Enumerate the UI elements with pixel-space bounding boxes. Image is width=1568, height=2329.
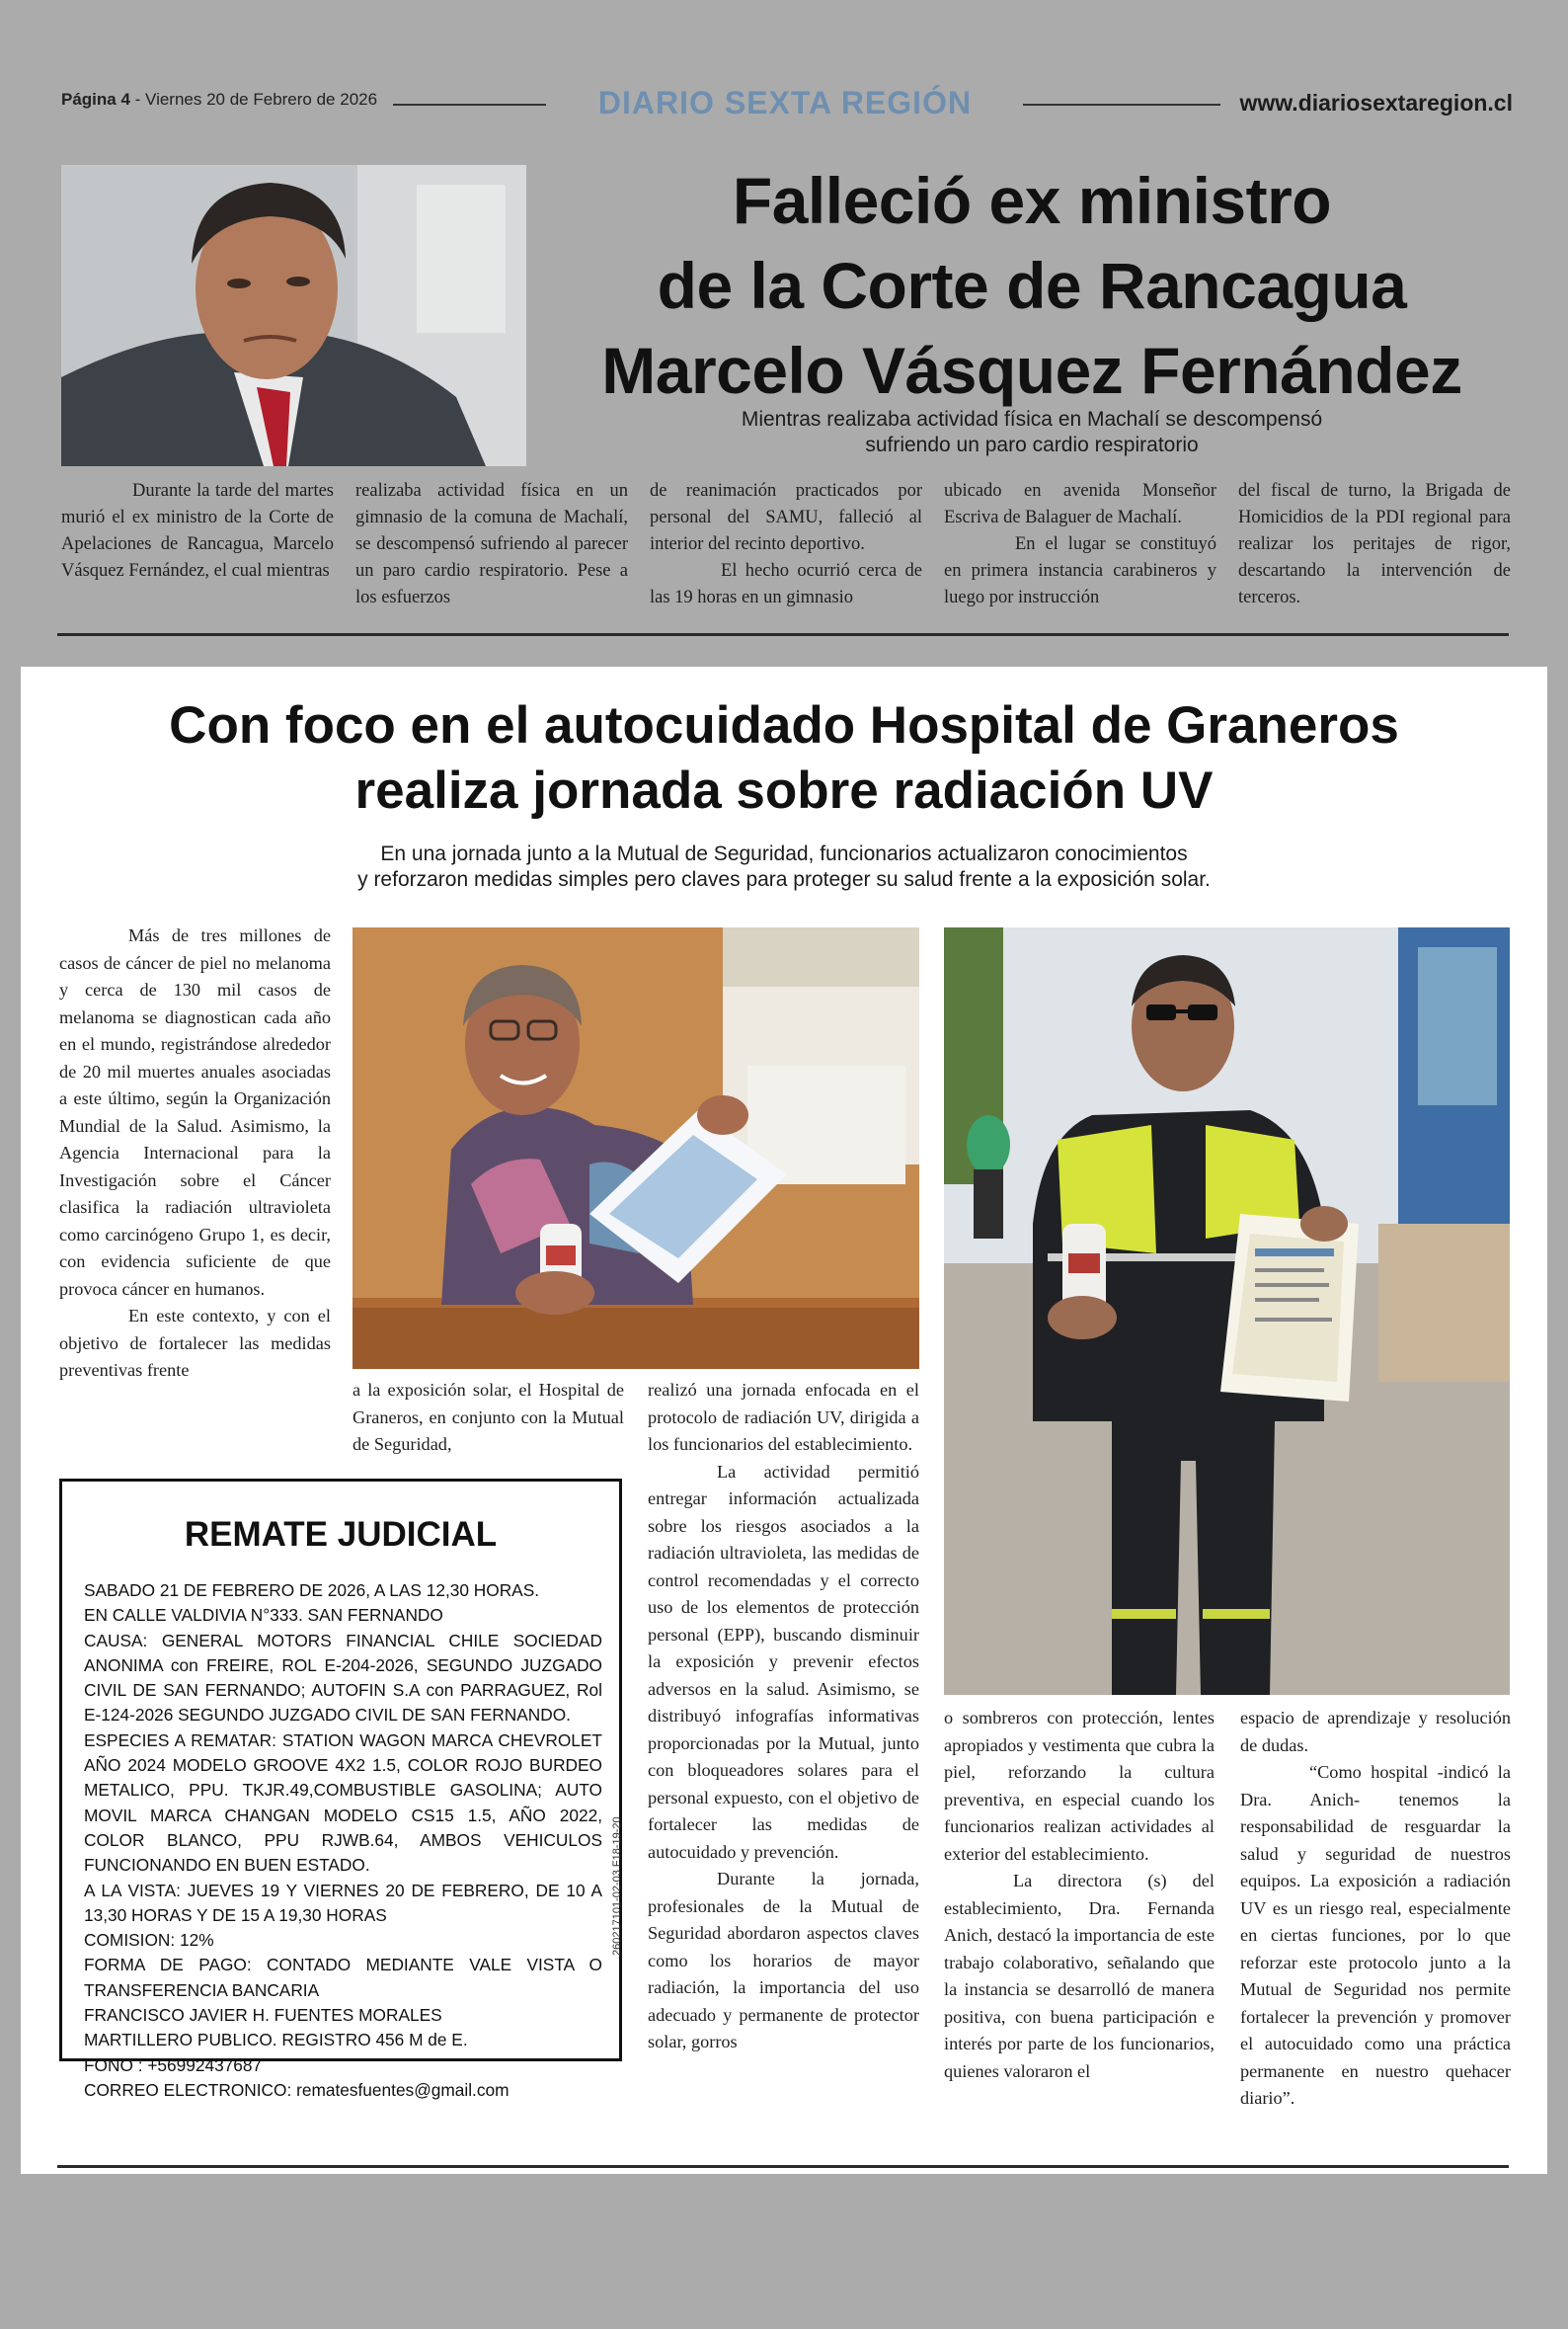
paragraph: Durante la tarde del martes murió el ex ministro de la Corte de Apelaciones de Rancagua, Marcelo Vásquez Fernández, el cual mientras [61,481,334,581]
remate-line: COMISION: 12% [84,1930,214,1951]
man-holding-infographic-icon [944,927,1510,1695]
paragraph: “Como hospital -indicó la Dra. Anich- tenemos la responsabilidad de resguardar la salud y seguridad de nuestros equipos. La exposición a radiación UV es un riesgo real, especialmente en ciertas funciones, por lo que reforzar este protocolo junto a la Mutual de Seguridad nos permite fortalecer la prevención y promover el autocuidado como una práctica permanente en nuestro quehacer diario”. [1240,1762,1511,2108]
remate-judicial-notice [59,1479,622,2100]
person-portrait-icon [61,165,526,466]
paragraph: realizó una jornada enfocada en el protocolo de radiación UV, dirigida a los funcionarios del establecimiento. [648,1380,919,1454]
subtitle-line: En una jornada junto a la Mutual de Seguridad, funcionarios actualizaron conocimientos [380,843,1188,865]
bottom-divider [57,2165,1509,2168]
article1-column-5 [1238,478,1511,611]
woman-holding-sunscreen-icon [353,927,919,1369]
remate-title: REMATE JUDICIAL [184,1515,498,1554]
remate-line: MARTILLERO PUBLICO. REGISTRO 456 M de E. [84,2030,468,2050]
site-url[interactable]: www.diariosextaregion.cl [1239,90,1513,116]
article-divider [57,633,1509,636]
masthead: DIARIO SEXTA REGIÓN [597,85,973,120]
remate-email: CORREO ELECTRONICO: rematesfuentes@gmail.com [84,2079,510,2100]
paragraph: ubicado en avenida Monseñor Escriva de Balaguer de Machalí. [944,481,1216,527]
article2-column-1 [59,923,331,1385]
remate-line: FONO : +56992437687 [84,2054,263,2075]
article2-column-3 [648,1377,919,2056]
article2-headline [21,693,1547,824]
paragraph: espacio de aprendizaje y resolución de dudas. [1240,1708,1511,1755]
article1-column-3 [650,478,922,611]
remate-line: ESPECIES A REMATAR: STATION WAGON MARCA CHEVROLET AÑO 2024 MODELO GROOVE 4X2 1.5, COLOR ROJO BURDEO METALICO, PPU. TKJR.49,COMBUSTIBLE GASOLINA; AUTO MOVIL MARCA CHANGAN MODELO CS15 1.5, AÑO 2022, COLOR BLANCO, PPU RJWB.64, AMBOS VEHICULOS FUNCIONANDO EN BUEN ESTADO. [84,1729,602,1876]
paragraph: La actividad permitió entregar información actualizada sobre los riesgos asociados a la radiación ultravioleta, las medidas de control recomendadas y el correcto uso de los elementos de protección personal (EPP), buscando disminuir la exposición y prevenir efectos adversos en la salud. Asimismo, se distribuyó infografías informativas proporcionadas por la Mutual, junto con bloqueadores solares para el personal expuesto, con el objetivo de fortalecer las medidas de autocuidado y prevención. [648,1461,919,1862]
paragraph: Durante la jornada, profesionales de la Mutual de Seguridad abordaron aspectos claves como los horarios de mayor radiación, la importancia del uso adecuado y permanente de protector solar, gorros [648,1869,919,2051]
portrait-photo [61,165,526,466]
article2-column-4 [944,1705,1215,2085]
remate-line: FORMA DE PAGO: CONTADO MEDIANTE VALE VISTA O TRANSFERENCIA BANCARIA [84,1955,602,2000]
paragraph: a la exposición solar, el Hospital de Graneros, en conjunto con la Mutual de Seguridad, [353,1380,624,1454]
header-rule-left [393,104,546,106]
paragraph: o sombreros con protección, lentes apropiados y vestimenta que cubra la piel, reforzando la cultura preventiva, en especial cuando los funcionarios realizan actividades al exterior del establecimiento. [944,1708,1215,1864]
subtitle-line: sufriendo un paro cardio respiratorio [865,434,1199,456]
paragraph: La directora (s) del establecimiento, Dra. Fernanda Anich, destacó la importancia de este trabajo colaborativo, señalando que la instancia se desarrolló de manera positiva, con buena participación e interés por parte de los funcionarios, quienes valoraron el [944,1871,1215,2081]
paragraph: En este contexto, y con el objetivo de fortalecer las medidas preventivas frente [59,1306,331,1380]
article1-subtitle [553,407,1511,458]
paragraph: del fiscal de turno, la Brigada de Homicidios de la PDI regional para realizar los peritajes de rigor, descartando la intervención de terceros. [1238,481,1511,607]
headline-line: Con foco en el autocuidado Hospital de Graneros [169,696,1399,755]
remate-line: CAUSA: GENERAL MOTORS FINANCIAL CHILE SOCIEDAD ANONIMA con FREIRE, ROL E-204-2026, SEGUNDO JUZGADO CIVIL DE SAN FERNANDO; AUTOFIN S.A con PARRAGUEZ, Rol E-124-2026 SEGUNDO JUZGADO CIVIL DE SAN FERNANDO. [84,1630,602,1726]
remate-line: SABADO 21 DE FEBRERO DE 2026, A LAS 12,30 HORAS. [84,1580,540,1600]
headline-line: realiza jornada sobre radiación UV [354,762,1214,820]
remate-body [84,1578,602,2103]
photo-woman-sunscreen [353,927,919,1369]
subtitle-line: y reforzaron medidas simples pero claves para proteger su salud frente a la exposición solar. [357,868,1211,891]
remate-line: EN CALLE VALDIVIA N°333. SAN FERNANDO [84,1605,443,1626]
paragraph: de reanimación practicados por personal del SAMU, falleció al interior del recinto deportivo. [650,481,922,554]
paragraph: realizaba actividad física en un gimnasio de la comuna de Machalí, se descompensó sufriendo al parecer un paro cardio respiratorio. Pese a los esfuerzos [355,481,628,607]
headline-line: Falleció ex ministro [732,164,1332,237]
photo-man-infographic [944,927,1510,1695]
page-number: Página 4 [61,90,130,109]
paragraph: Más de tres millones de casos de cáncer de piel no melanoma y cerca de 130 mil casos de melanoma se diagnostican cada año en el mundo, registrándose alrededor de 20 mil muertes anuales asociadas a este último, según la Organización Mundial de la Salud. Asimismo, la Agencia Internacional para la Investigación sobre el Cáncer clasifica la radiación ultravioleta como carcinógeno Grupo 1, es decir, con evidencia suficiente de que provoca cáncer en humanos. [59,925,331,1299]
article1-column-4 [944,478,1216,611]
paragraph: En el lugar se constituyó en primera instancia carabineros y luego por instrucción [944,534,1216,607]
article2-column-2 [353,1377,624,1459]
article1-column-2 [355,478,628,611]
headline-line: Marcelo Vásquez Fernández [601,334,1462,407]
article2-subtitle [296,842,1272,893]
issue-date: Viernes 20 de Febrero de 2026 [145,90,378,109]
article1-headline [538,158,1526,413]
article2-column-5 [1240,1705,1511,2113]
subtitle-line: Mientras realizaba actividad física en Machalí se descompensó [741,408,1323,431]
page-info: Página 4 - Viernes 20 de Febrero de 2026 [61,90,378,109]
header-rule-right [1023,104,1220,106]
headline-line: de la Corte de Rancagua [657,249,1407,322]
remate-code: 260217101-02-03 F18-19-20 [611,1816,623,1956]
remate-line: A LA VISTA: JUEVES 19 Y VIERNES 20 DE FEBRERO, DE 10 A 13,30 HORAS Y DE 15 A 19,30 HORAS [84,1880,602,1925]
article1-column-1 [61,478,334,585]
remate-line: FRANCISCO JAVIER H. FUENTES MORALES [84,2005,442,2026]
paragraph: El hecho ocurrió cerca de las 19 horas en un gimnasio [650,561,922,607]
